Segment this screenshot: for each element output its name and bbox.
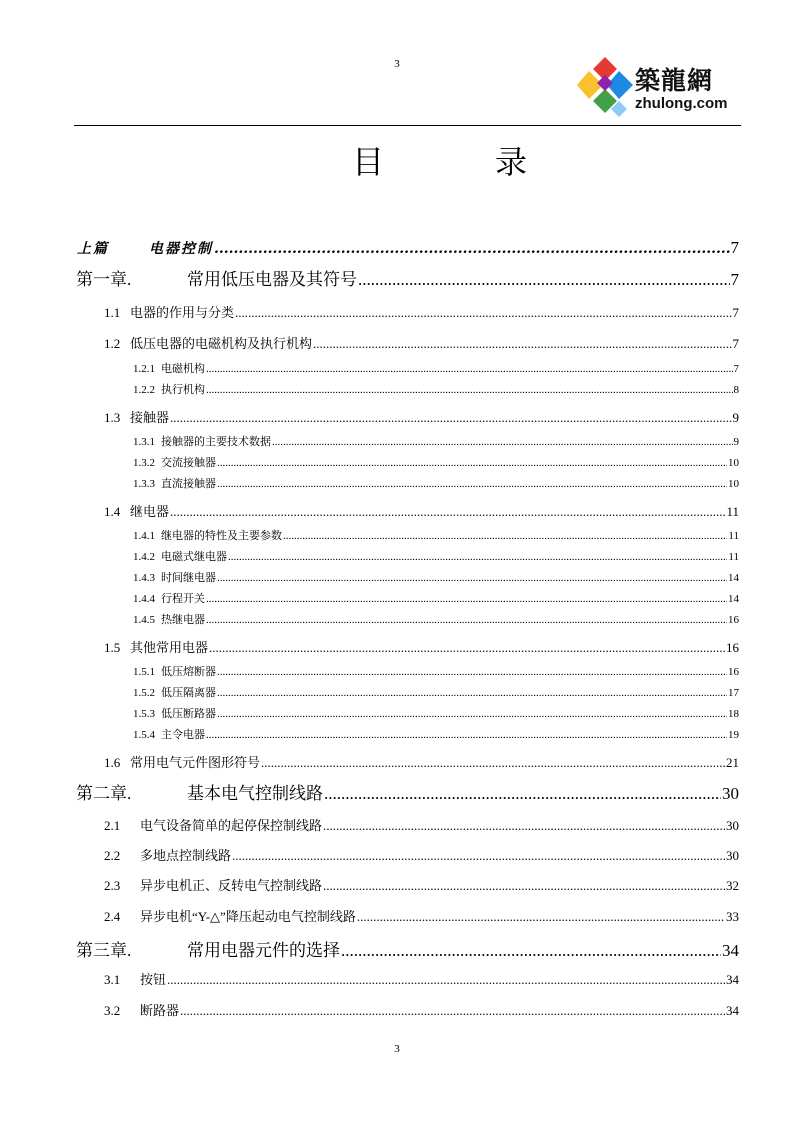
toc-entry-title: 按钮 xyxy=(140,972,167,987)
toc-entry-label xyxy=(76,265,357,290)
toc-entry-number: 第三章. xyxy=(76,941,132,960)
toc-entry[interactable] xyxy=(133,726,739,742)
toc-entry[interactable] xyxy=(133,527,739,543)
toc-leader-dots xyxy=(232,848,725,864)
toc-entry-page: 21 xyxy=(726,755,739,770)
toc-entry-label xyxy=(133,475,216,491)
toc-entry-label xyxy=(133,590,205,606)
toc-entry-title: 低压断路器 xyxy=(161,708,216,720)
toc-leader-dots xyxy=(217,457,727,469)
toc-entry-label xyxy=(104,407,169,426)
toc-entry-title: 接触器 xyxy=(130,410,170,425)
toc-entry-page: 34 xyxy=(726,1003,739,1018)
toc-entry-number: 1.5.1 xyxy=(133,666,155,678)
toc-entry-title: 低压隔离器 xyxy=(161,687,216,699)
toc-leader-dots xyxy=(217,687,727,699)
toc-entry-title: 断路器 xyxy=(140,1003,180,1018)
header-rule xyxy=(74,125,741,126)
toc-entry[interactable] xyxy=(104,501,739,520)
toc-entry-number: 1.2 xyxy=(104,336,121,351)
toc-entry[interactable] xyxy=(133,454,739,470)
toc-entry[interactable] xyxy=(104,302,739,321)
toc-entry[interactable] xyxy=(104,752,739,771)
toc-entry-title: 异步电机正、反转电气控制线路 xyxy=(140,878,323,893)
toc-entry-label xyxy=(76,936,340,961)
toc-entry-number: 1.2.1 xyxy=(133,363,155,375)
toc-entry-label xyxy=(133,548,227,564)
toc-entry[interactable] xyxy=(104,969,739,988)
toc-entry[interactable] xyxy=(77,238,739,258)
toc-entry-label xyxy=(104,969,166,988)
toc-entry-number: 1.5.2 xyxy=(133,687,155,699)
toc-entry-number: 3.2 xyxy=(104,1003,121,1018)
toc-entry-label xyxy=(104,501,169,520)
toc-entry-title: 异步电机“Y-△”降压起动电气控制线路 xyxy=(140,909,356,924)
toc-entry-label xyxy=(133,684,216,700)
toc-leader-dots xyxy=(228,551,727,563)
toc-leader-dots xyxy=(323,878,725,894)
toc-entry-title: 主令电器 xyxy=(161,729,205,741)
toc-entry-page: 16 xyxy=(728,614,739,626)
toc-leader-dots xyxy=(180,1003,725,1019)
toc-entry-number: 1.4.2 xyxy=(133,551,155,563)
toc-entry-page: 10 xyxy=(728,478,739,490)
toc-entry-number: 2.1 xyxy=(104,818,121,833)
toc-entry-label xyxy=(133,569,216,585)
toc-entry-label xyxy=(133,433,271,449)
toc-entry[interactable] xyxy=(133,548,739,564)
toc-entry-page: 7 xyxy=(733,363,739,375)
toc-entry-number: 1.4.1 xyxy=(133,530,155,542)
logo-diamond-icon xyxy=(575,55,635,121)
toc-entry-label xyxy=(133,454,216,470)
toc-leader-dots xyxy=(206,729,727,741)
toc-leader-dots xyxy=(272,436,733,448)
toc-entry-page: 11 xyxy=(728,530,739,542)
toc-entry-number: 1.5.4 xyxy=(133,729,155,741)
toc-leader-dots xyxy=(313,336,731,352)
toc-entry-page: 17 xyxy=(728,687,739,699)
toc-entry-label xyxy=(133,360,205,376)
toc-entry-page: 33 xyxy=(726,909,739,924)
toc-entry-title: 继电器 xyxy=(130,504,170,519)
toc-entry-number: 1.5 xyxy=(104,640,121,655)
toc-leader-dots xyxy=(214,241,730,257)
toc-entry-page: 16 xyxy=(728,666,739,678)
toc-entry-title: 电气设备简单的起停保控制线路 xyxy=(140,818,323,833)
toc-entry-page: 10 xyxy=(728,457,739,469)
toc-entry-page: 9 xyxy=(732,410,739,425)
toc-entry-number: 第二章. xyxy=(76,784,132,803)
title-char-1: 目 xyxy=(352,143,385,181)
toc-entry-page: 18 xyxy=(728,708,739,720)
toc-entry[interactable] xyxy=(104,333,739,352)
toc-entry[interactable] xyxy=(104,637,739,656)
toc-entry-label xyxy=(104,1000,179,1019)
toc-entry-label xyxy=(104,752,260,771)
toc-entry-label xyxy=(104,815,322,834)
toc-entry-page: 9 xyxy=(733,436,739,448)
toc-leader-dots xyxy=(341,941,721,961)
toc-entry-page: 7 xyxy=(732,305,739,320)
toc-entry-label xyxy=(104,906,356,925)
toc-entry-title: 常用电器元件的选择 xyxy=(187,941,340,960)
toc-leader-dots xyxy=(206,593,727,605)
toc-entry-label xyxy=(133,611,205,627)
toc-entry-title: 直流接触器 xyxy=(161,478,216,490)
toc-entry-number: 2.3 xyxy=(104,878,121,893)
toc-entry-page: 30 xyxy=(726,818,739,833)
toc-entry-number: 1.1 xyxy=(104,305,121,320)
toc-entry-page: 32 xyxy=(726,878,739,893)
toc-entry-label xyxy=(133,381,205,397)
toc-leader-dots xyxy=(217,666,727,678)
toc-entry-label xyxy=(104,875,322,894)
toc-entry[interactable] xyxy=(133,611,739,627)
toc-entry-title: 电器的作用与分类 xyxy=(130,305,235,320)
toc-entry-page: 7 xyxy=(730,238,739,257)
toc-entry[interactable] xyxy=(104,1000,739,1019)
toc-leader-dots xyxy=(358,270,730,290)
toc-leader-dots xyxy=(217,708,727,720)
toc-entry[interactable] xyxy=(104,407,739,426)
toc-entry[interactable] xyxy=(76,779,739,804)
toc-entry-title: 低压电器的电磁机构及执行机构 xyxy=(130,336,313,351)
toc-entry-label xyxy=(77,238,213,258)
toc-entry-page: 14 xyxy=(728,593,739,605)
toc-entry[interactable] xyxy=(133,475,739,491)
toc-entry[interactable] xyxy=(133,684,739,700)
toc-entry-title: 多地点控制线路 xyxy=(140,848,232,863)
toc-entry-number: 上篇 xyxy=(77,241,109,257)
toc-entry[interactable] xyxy=(133,360,739,376)
toc-entry-title: 交流接触器 xyxy=(161,457,216,469)
toc-entry[interactable] xyxy=(76,936,739,961)
toc-entry-number: 1.5.3 xyxy=(133,708,155,720)
toc-leader-dots xyxy=(324,784,721,804)
toc-leader-dots xyxy=(235,305,731,321)
toc-leader-dots xyxy=(261,755,725,771)
toc-entry-page: 7 xyxy=(732,336,739,351)
toc-entry[interactable] xyxy=(76,265,739,290)
toc-entry-number: 1.3.3 xyxy=(133,478,155,490)
toc-entry-number: 1.3.1 xyxy=(133,436,155,448)
toc-entry-label xyxy=(104,302,234,321)
toc-entry-page: 30 xyxy=(726,848,739,863)
toc-entry[interactable] xyxy=(133,705,739,721)
toc-entry[interactable] xyxy=(104,875,739,894)
toc-entry[interactable] xyxy=(133,381,739,397)
toc-entry-page: 34 xyxy=(722,941,739,960)
toc-entry-number: 2.4 xyxy=(104,909,121,924)
toc-entry[interactable] xyxy=(104,845,739,864)
toc-entry-title: 基本电气控制线路 xyxy=(187,784,323,803)
toc-entry[interactable] xyxy=(133,590,739,606)
page-number-top: 3 xyxy=(394,58,400,70)
toc-entry[interactable] xyxy=(133,433,739,449)
toc-entry-title: 电磁机构 xyxy=(161,363,205,375)
zhulong-logo xyxy=(575,55,745,121)
toc-entry-label xyxy=(133,726,205,742)
toc-entry-title: 电器控制 xyxy=(149,241,213,257)
toc-entry-page: 34 xyxy=(726,972,739,987)
toc-entry-page: 19 xyxy=(728,729,739,741)
toc-entry-label xyxy=(133,527,282,543)
toc-entry-number: 3.1 xyxy=(104,972,121,987)
toc-leader-dots xyxy=(217,478,727,490)
toc-entry-title: 电磁式继电器 xyxy=(161,551,227,563)
toc-entry-title: 继电器的特性及主要参数 xyxy=(161,530,282,542)
toc-entry-title: 时间继电器 xyxy=(161,572,216,584)
toc-leader-dots xyxy=(209,640,725,656)
toc-entry-number: 1.4.4 xyxy=(133,593,155,605)
toc-entry-number: 1.2.2 xyxy=(133,384,155,396)
toc-leader-dots xyxy=(206,614,727,626)
toc-entry[interactable] xyxy=(133,663,739,679)
toc-entry-page: 7 xyxy=(730,270,739,289)
toc-entry-label xyxy=(104,333,312,352)
toc-entry-number: 第一章. xyxy=(76,270,132,289)
toc-leader-dots xyxy=(283,530,727,542)
toc-entry-number: 2.2 xyxy=(104,848,121,863)
toc-entry-number: 1.3 xyxy=(104,410,121,425)
toc-entry[interactable] xyxy=(104,906,739,925)
toc-entry[interactable] xyxy=(133,569,739,585)
toc-entry-label xyxy=(104,637,208,656)
toc-leader-dots xyxy=(357,909,725,925)
toc-entry-title: 常用低压电器及其符号 xyxy=(187,270,357,289)
logo-name-cn: 築龍網 xyxy=(635,66,714,95)
toc-entry-page: 11 xyxy=(728,551,739,563)
toc-leader-dots xyxy=(206,384,733,396)
toc-entry-label xyxy=(104,845,231,864)
toc-entry-label xyxy=(133,663,216,679)
toc-entry[interactable] xyxy=(104,815,739,834)
toc-leader-dots xyxy=(167,972,725,988)
toc-leader-dots xyxy=(323,818,725,834)
toc-leader-dots xyxy=(206,363,733,375)
toc-entry-page: 14 xyxy=(728,572,739,584)
toc-entry-number: 1.3.2 xyxy=(133,457,155,469)
toc-leader-dots xyxy=(170,504,725,520)
toc-entry-label xyxy=(76,779,323,804)
toc-entry-page: 8 xyxy=(733,384,739,396)
toc-entry-number: 1.4.5 xyxy=(133,614,155,626)
toc-entry-number: 1.4 xyxy=(104,504,121,519)
toc-entry-title: 其他常用电器 xyxy=(130,640,209,655)
toc-entry-number: 1.4.3 xyxy=(133,572,155,584)
toc-entry-title: 低压熔断器 xyxy=(161,666,216,678)
toc-entry-title: 执行机构 xyxy=(161,384,205,396)
logo-site: zhulong.com xyxy=(635,95,728,112)
toc-entry-number: 1.6 xyxy=(104,755,121,770)
toc-entry-page: 30 xyxy=(722,784,739,803)
page-number-bottom: 3 xyxy=(394,1043,400,1055)
toc-entry-page: 11 xyxy=(726,504,739,519)
toc-entry-label xyxy=(133,705,216,721)
toc-entry-title: 热继电器 xyxy=(161,614,205,626)
toc-entry-title: 常用电气元件图形符号 xyxy=(130,755,261,770)
toc-entry-page: 16 xyxy=(726,640,739,655)
page-title xyxy=(0,137,794,181)
toc-entry-title: 行程开关 xyxy=(161,593,205,605)
toc-leader-dots xyxy=(217,572,727,584)
toc-leader-dots xyxy=(170,410,731,426)
title-char-2: 录 xyxy=(495,143,528,181)
toc-entry-title: 接触器的主要技术数据 xyxy=(161,436,271,448)
